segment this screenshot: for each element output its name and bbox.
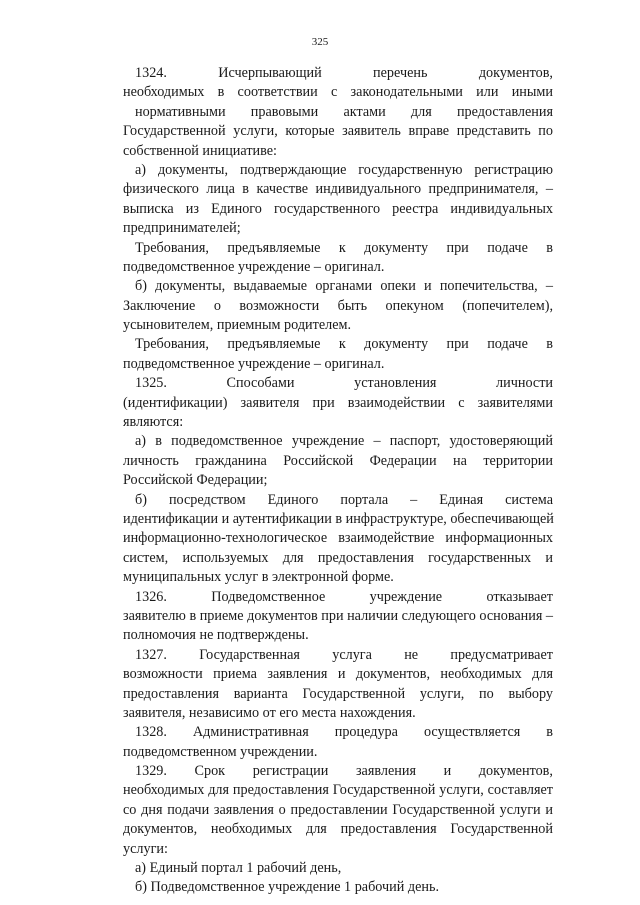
line-text: а) Единый портал 1 рабочий день, bbox=[135, 860, 342, 877]
clause-number: 1325. bbox=[135, 375, 167, 392]
word: перечень bbox=[373, 65, 428, 81]
word: отказывает bbox=[486, 588, 553, 605]
text-line: полномочия не подтверждены. bbox=[123, 627, 309, 644]
text-line: систем, используемых для предоставления государственных и bbox=[123, 549, 553, 566]
text-line: предоставления варианта Государственной услуги, по выбору bbox=[123, 685, 553, 702]
line-text: а) в подведомственное учреждение – паспорт, удостоверяющий bbox=[135, 433, 553, 450]
text-line: заявителю в приеме документов при наличии следующего основания – bbox=[123, 607, 553, 624]
document-body bbox=[123, 64, 553, 898]
word: процедура bbox=[334, 724, 398, 741]
text-line bbox=[123, 374, 553, 393]
text-line: документов, необходимых для предоставления Государственной bbox=[123, 821, 553, 838]
word: Государственная bbox=[199, 646, 300, 663]
word: Срок bbox=[194, 763, 226, 780]
text-line: усыновителем, приемным родителем. bbox=[123, 317, 352, 334]
text-line bbox=[123, 491, 553, 510]
text-line: со дня подачи заявления о предоставлении Государственной услуги и bbox=[123, 801, 553, 818]
word: в bbox=[546, 724, 553, 741]
line-text: Требования, предъявляемые к документу при подаче в bbox=[135, 336, 553, 353]
line-text: а) документы, подтверждающие государственную регистрацию bbox=[135, 161, 553, 178]
word: актами bbox=[343, 103, 386, 120]
word: документов, bbox=[478, 763, 553, 780]
text-line bbox=[123, 161, 553, 180]
text-line: предпринимателей; bbox=[123, 220, 241, 237]
text-line: Российской Федерации; bbox=[123, 472, 268, 489]
text-line: информационно-технологическое взаимодействие информационных bbox=[123, 530, 553, 547]
word: Способами bbox=[226, 375, 295, 392]
word: учреждение bbox=[369, 588, 443, 605]
text-line: необходимых в соответствии с законодательными или иными bbox=[123, 84, 553, 101]
text-line: муниципальных услуг в электронной форме. bbox=[123, 569, 394, 586]
text-line bbox=[123, 878, 553, 897]
line-text: б) документы, выдаваемые органами опеки и попечительства, – bbox=[135, 278, 553, 295]
word: предоставления bbox=[456, 103, 553, 120]
text-line: собственной инициативе: bbox=[123, 142, 277, 159]
text-line: необходимых для предоставления Государственной услуги, составляет bbox=[123, 782, 553, 799]
text-line bbox=[123, 762, 553, 781]
text-line: выписка из Единого государственного реестра индивидуальных bbox=[123, 200, 553, 217]
text-line: подведомственное учреждение – оригинал. bbox=[123, 355, 385, 372]
word: личности bbox=[496, 375, 553, 392]
line-text: б) Подведомственное учреждение 1 рабочий день. bbox=[135, 879, 440, 896]
text-line: подведомственное учреждение – оригинал. bbox=[123, 258, 385, 275]
word: правовыми bbox=[250, 103, 319, 120]
clause-number: нормативными bbox=[135, 103, 226, 120]
text-line: личность гражданина Российской Федерации на территории bbox=[123, 452, 553, 469]
line-text: Требования, предъявляемые к документу при подаче в bbox=[135, 239, 553, 256]
word: предусматривает bbox=[450, 646, 553, 663]
word: не bbox=[404, 646, 419, 663]
clause-number: 1324. bbox=[135, 65, 167, 81]
word: и bbox=[443, 763, 452, 780]
word: документов, bbox=[478, 65, 553, 81]
text-line bbox=[123, 646, 553, 665]
word: осуществляется bbox=[423, 724, 521, 741]
line-text: б) посредством Единого портала – Единая система bbox=[135, 491, 553, 508]
text-line: заявителя, независимо от его места нахождения. bbox=[123, 704, 416, 721]
text-line: Заключение о возможности быть опекуном (попечителем), bbox=[123, 297, 553, 314]
text-line bbox=[123, 723, 553, 742]
word: услуга bbox=[332, 646, 372, 663]
clause-number: 1327. bbox=[135, 646, 167, 663]
word: Административная bbox=[192, 724, 309, 741]
word: установления bbox=[354, 375, 437, 392]
text-line: идентификации и аутентификации в инфраструктуре, обеспечивающей bbox=[123, 510, 554, 527]
text-line: услуги: bbox=[123, 840, 168, 857]
word: регистрации bbox=[252, 763, 329, 780]
clause-number: 1326. bbox=[135, 588, 167, 605]
text-line: физического лица в качестве индивидуального предпринимателя, – bbox=[123, 181, 553, 198]
text-line bbox=[123, 335, 553, 354]
text-line bbox=[123, 432, 553, 451]
word: для bbox=[410, 103, 432, 120]
text-line: являются: bbox=[123, 414, 184, 431]
clause-number: 1329. bbox=[135, 763, 167, 780]
text-line bbox=[123, 588, 553, 607]
text-line: (идентификации) заявителя при взаимодействии с заявителями bbox=[123, 394, 553, 411]
clause-number: 1328. bbox=[135, 724, 167, 741]
text-line: Государственной услуги, которые заявитель вправе представить по bbox=[123, 123, 553, 140]
text-line: подведомственном учреждении. bbox=[123, 743, 318, 760]
text-line bbox=[123, 239, 553, 258]
text-line bbox=[123, 64, 553, 83]
word: заявления bbox=[355, 763, 416, 780]
text-line bbox=[123, 277, 553, 296]
text-line bbox=[123, 859, 553, 878]
text-line bbox=[123, 103, 553, 122]
word: Исчерпывающий bbox=[218, 65, 322, 81]
word: Подведомственное bbox=[211, 588, 326, 605]
page-number: 325 bbox=[311, 36, 329, 48]
text-line: возможности приема заявления и документов, необходимых для bbox=[123, 666, 553, 683]
